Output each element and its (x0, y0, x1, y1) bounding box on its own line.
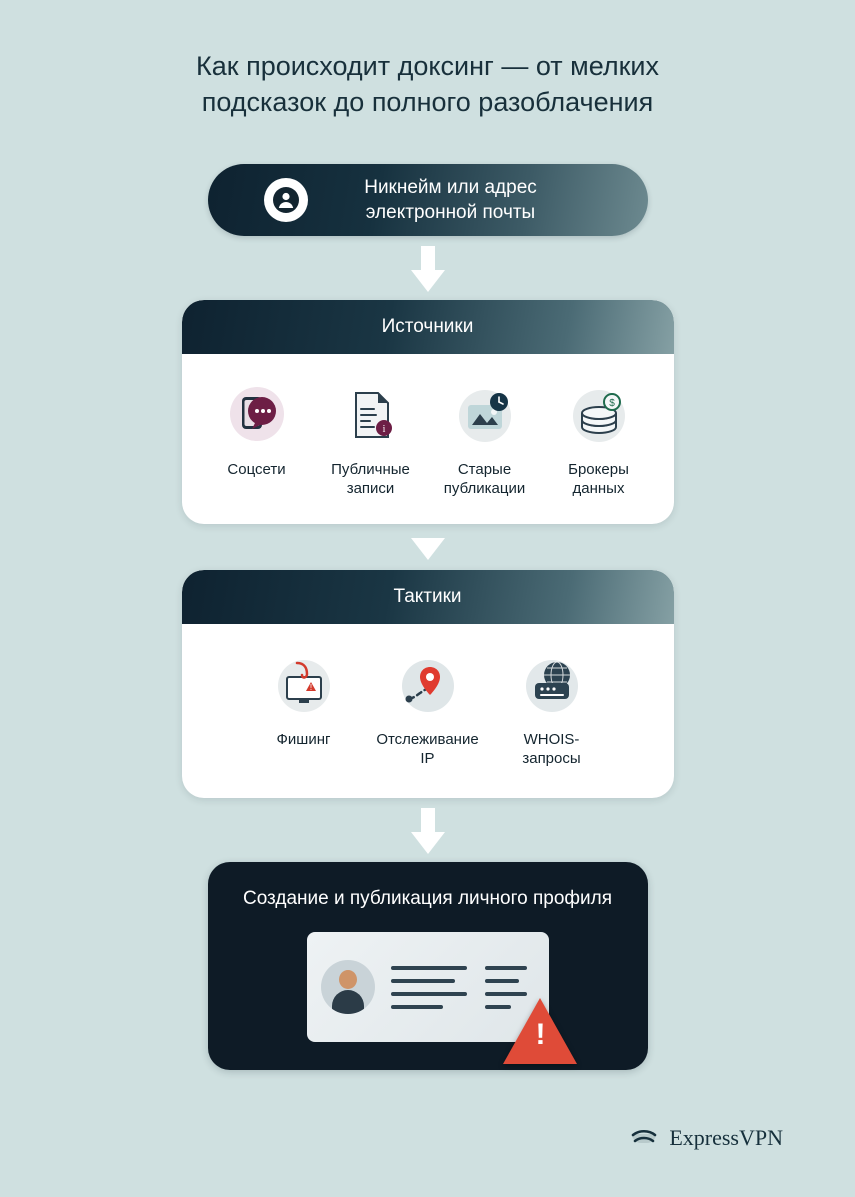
section-items-sources (182, 354, 674, 524)
ip-tracking-pin-icon (390, 650, 466, 718)
start-node (208, 164, 648, 236)
avatar (321, 960, 375, 1014)
profile-line (485, 979, 519, 983)
label-line-1: Соцсети (227, 461, 286, 478)
start-pill (208, 164, 648, 236)
svg-text:$: $ (608, 398, 615, 409)
list-item-label (444, 460, 525, 498)
warning-triangle-icon (503, 998, 577, 1064)
label-line-1: WHOIS- (523, 731, 580, 748)
start-label-line-2: электронной почты (365, 202, 536, 223)
profile-line (391, 1005, 443, 1009)
label-line-1: Публичные (331, 461, 410, 478)
section-items-tactics (182, 624, 674, 798)
brand-footer (629, 1123, 783, 1153)
label-line-2: IP (420, 750, 435, 767)
list-item (431, 380, 539, 498)
start-label-line-1: Никнейм или адрес (364, 177, 537, 198)
arrow-head (411, 270, 445, 292)
arrow-head (411, 538, 445, 560)
flow-arrow-1 (411, 246, 445, 292)
profile-card-icon (307, 932, 549, 1051)
start-label (326, 175, 576, 225)
profile-lines-col-1 (391, 966, 467, 1009)
list-item (369, 650, 487, 768)
label-line-1: Отслеживание (376, 731, 479, 748)
list-item-label (277, 730, 331, 749)
section-header-tactics: Тактики (182, 570, 674, 624)
arrow-stem (421, 808, 435, 834)
data-broker-coins-icon (561, 380, 637, 448)
label-line-1: Фишинг (276, 731, 331, 748)
section-card-tactics (182, 570, 674, 798)
label-line-2: публикации (443, 480, 526, 497)
profile-line (391, 979, 455, 983)
phishing-hook-icon (266, 650, 342, 718)
section-header-sources: Источники (182, 300, 674, 354)
profile-line (485, 992, 527, 996)
profile-line (485, 966, 527, 970)
whois-globe-icon (514, 650, 590, 718)
list-item-label (568, 460, 629, 498)
document-info-icon (333, 380, 409, 448)
svg-text:i: i (382, 424, 385, 435)
label-line-2: записи (346, 480, 395, 497)
label-line-1: Брокеры (568, 461, 629, 478)
list-item-label (522, 730, 580, 768)
list-item-label (227, 460, 285, 479)
label-line-1: Старые (457, 461, 512, 478)
flow-arrow-2 (411, 538, 445, 560)
list-item-label (331, 460, 410, 498)
list-item (317, 380, 425, 498)
list-item (245, 650, 363, 768)
svg-text:!: ! (309, 683, 312, 692)
profile-line (391, 966, 467, 970)
list-item-label (376, 730, 478, 768)
list-item (203, 380, 311, 498)
social-chat-icon (219, 380, 295, 448)
label-line-2: запросы (522, 750, 581, 767)
list-item (493, 650, 611, 768)
page-title (108, 48, 748, 120)
page-title-line-1: Как происходит доксинг — от мелких (196, 51, 659, 81)
page-title-line-2: подсказок до полного разоблачения (201, 87, 654, 117)
brand-name: ExpressVPN (669, 1125, 783, 1150)
arrow-head (411, 832, 445, 854)
flow-arrow-3 (411, 808, 445, 854)
final-title: Создание и публикация личного профиля (242, 888, 612, 909)
final-node (208, 862, 648, 1070)
avatar-body (332, 990, 364, 1014)
expressvpn-logo-icon (629, 1123, 659, 1153)
warning-symbol: ! (535, 1018, 546, 1051)
list-item (545, 380, 653, 498)
avatar-head (339, 970, 357, 989)
label-line-2: данных (572, 480, 625, 497)
arrow-stem (421, 246, 435, 272)
profile-line (391, 992, 467, 996)
section-card-sources (182, 300, 674, 524)
user-badge-icon (264, 178, 308, 222)
old-photo-clock-icon (447, 380, 523, 448)
